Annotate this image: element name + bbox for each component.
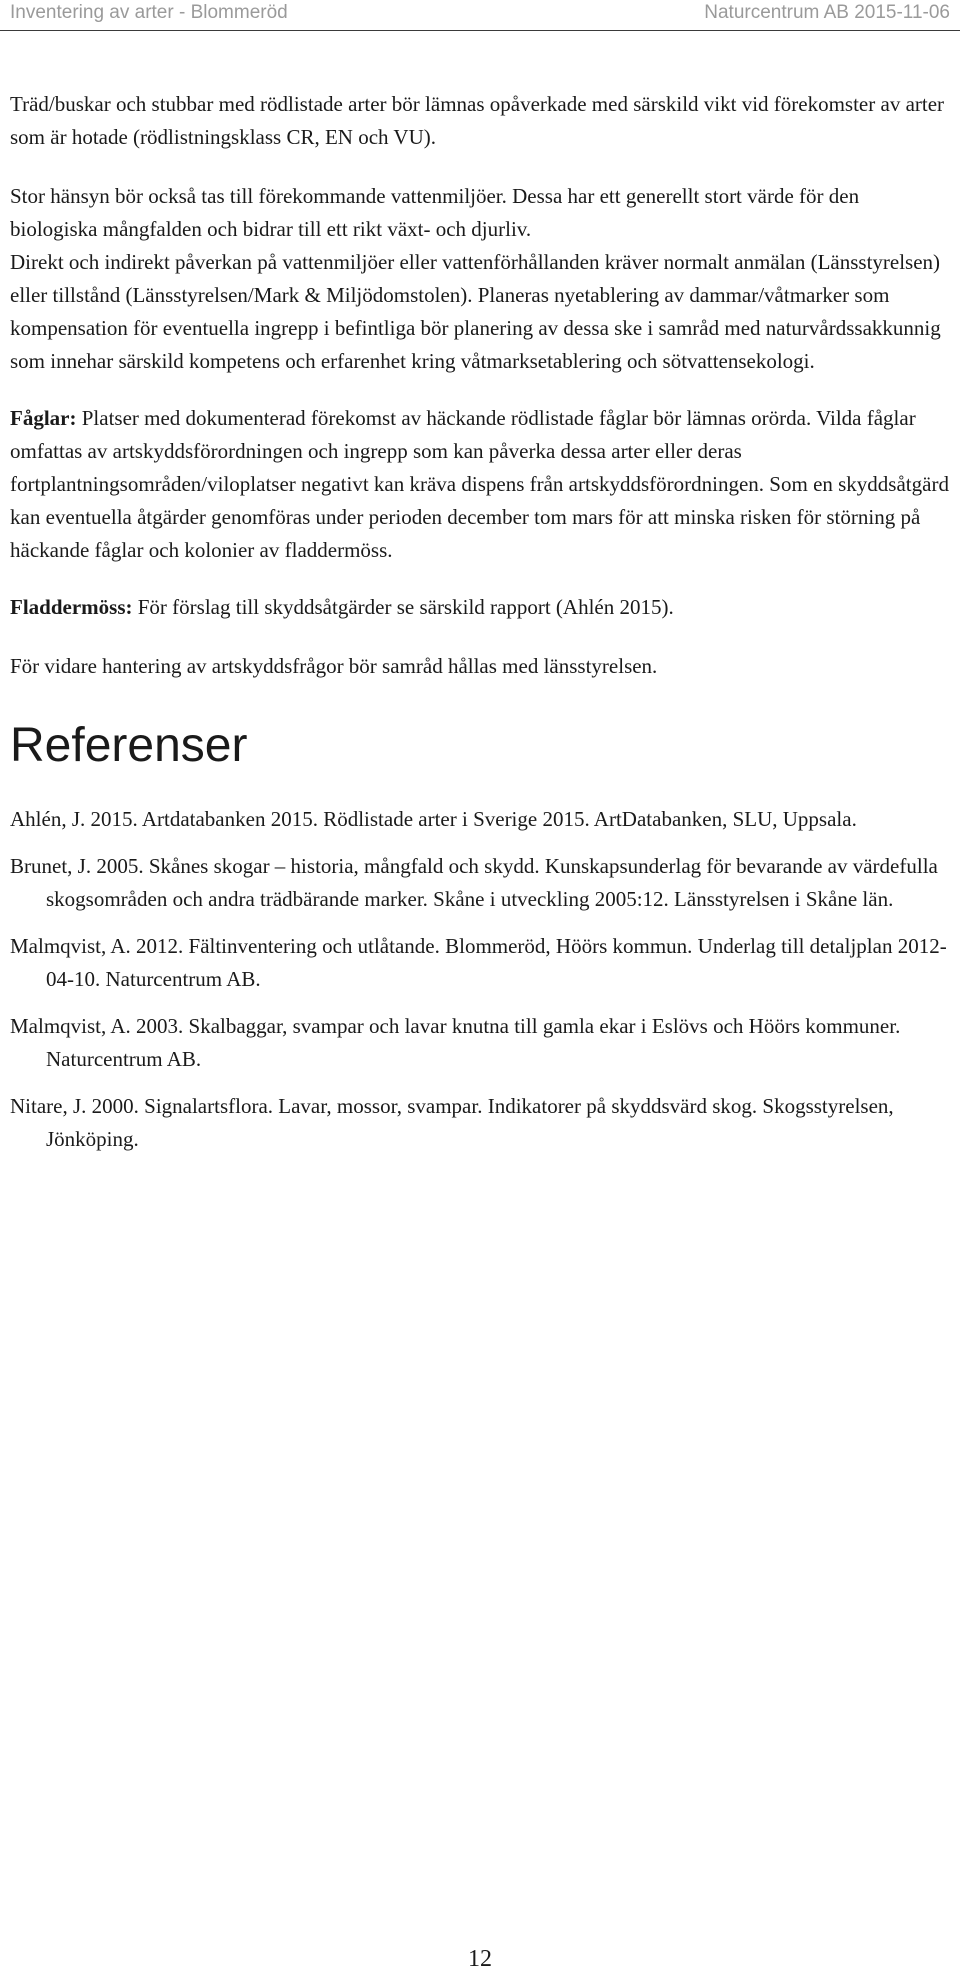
page-header <box>0 0 960 31</box>
reference-item: Nitare, J. 2000. Signalartsflora. Lavar, mossor, svampar. Indikatorer på skyddsvärd skog. Skogsstyrelsen, Jönköping. <box>10 1094 894 1151</box>
bats-text: För förslag till skyddsåtgärder se särskild rapport (Ahlén 2015). <box>132 595 674 619</box>
bats-label: Fladdermöss: <box>10 595 133 619</box>
birds-label: Fåglar: <box>10 406 77 430</box>
references-list <box>10 803 950 1156</box>
references-heading: Referenser <box>10 719 248 772</box>
paragraph-water-environments: Stor hänsyn bör också tas till förekommande vattenmiljöer. Dessa har ett generellt stort värde för den biologiska mångfalden och bidrar till ett rikt växt- och djurliv. <box>10 184 860 241</box>
reference-item: Malmqvist, A. 2012. Fältinventering och utlåtande. Blommeröd, Höörs kommun. Underlag till detaljplan 2012-04-10. Naturcentrum AB. <box>10 934 947 991</box>
birds-text: Platser med dokumenterad förekomst av häckande rödlistade fåglar bör lämnas orörda. Vilda fåglar omfattas av artskyddsförordningen och ingrepp som kan påverka dessa arter eller deras fortplantningsområden/viloplatser negativt kan kräva dispens från artskyddsförordningen. Som en skyddsåtgärd kan eventuella åtgärder genomföras under perioden december tom mars för att minska risken för störning på häckande fåglar och kolonier av fladdermöss. <box>10 406 949 562</box>
paragraph-species-protection: För vidare hantering av artskyddsfrågor bör samråd hållas med länsstyrelsen. <box>10 654 658 678</box>
paragraph-trees-shrubs: Träd/buskar och stubbar med rödlistade arter bör lämnas opåverkade med särskild vikt vid förekomster av arter som är hotade (rödlistningsklass CR, EN och VU). <box>10 92 945 149</box>
paragraph-birds <box>10 402 950 567</box>
paragraph-bats <box>10 591 950 624</box>
page-number: 12 <box>468 1946 492 1972</box>
reference-item: Ahlén, J. 2015. Artdatabanken 2015. Rödlistade arter i Sverige 2015. ArtDatabanken, SLU, Uppsala. <box>10 807 857 831</box>
reference-item: Brunet, J. 2005. Skånes skogar – historia, mångfald och skydd. Kunskapsunderlag för bevarande av värdefulla skogsområden och andra trädbärande marker. Skåne i utveckling 2005:12. Länsstyrelsen i Skåne län. <box>10 854 938 911</box>
reference-item: Malmqvist, A. 2003. Skalbaggar, svampar och lavar knutna till gamla ekar i Eslövs och Höörs kommuner. Naturcentrum AB. <box>10 1014 901 1071</box>
header-publisher-date: Naturcentrum AB 2015-11-06 <box>704 2 950 23</box>
header-document-title: Inventering av arter - Blommeröd <box>10 2 288 23</box>
paragraph-water-permits: Direkt och indirekt påverkan på vattenmiljöer eller vattenförhållanden kräver normalt anmälan (Länsstyrelsen) eller tillstånd (Länsstyrelsen/Mark & Miljödomstolen). Planeras nyetablering av dammar/våtmarker som kompensation för eventuella ingrepp i befintliga bör planering av dessa ske i samråd med naturvårdssakkunnig som innehar särskild kompetens och erfarenhet kring våtmarksetablering och sötvattensekologi. <box>10 250 941 373</box>
document-body <box>10 88 950 1170</box>
